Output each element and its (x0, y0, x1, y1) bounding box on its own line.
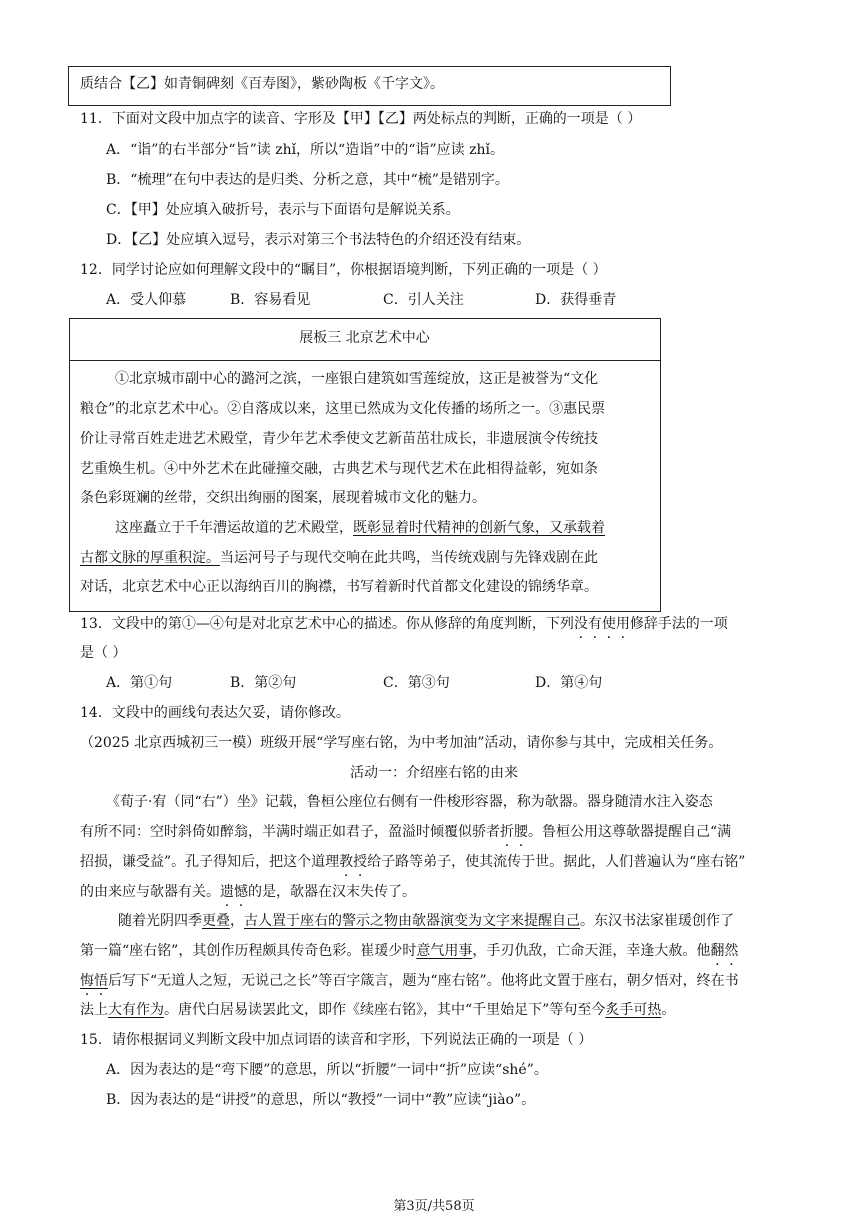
panel3-p2-line2-b: 当运河号子与现代交响在此共鸣，当传统戏剧与先锋戏剧在此 (220, 550, 598, 566)
panel3-p2-line1 (115, 518, 605, 538)
q13-option-a: A．第①句 (106, 675, 173, 691)
underlined-sentence-part1: 既彰显着时代精神的创新气象，又承载着 (353, 520, 605, 536)
panel3-p2-line3: 对话，北京艺术中心正以海纳百川的胸襟，书写着新时代首都文化建设的锦绣华章。 (80, 579, 598, 595)
panel3-p1-line1: ①北京城市副中心的潞河之滨，一座银白建筑如雪莲绽放，这正是被誉为“文化 (115, 371, 599, 387)
underlined-word-zhishoukere: 炙手可热 (605, 1002, 662, 1018)
q14-stem: 14．文段中的画线句表达欠妥，请你修改。 (80, 705, 350, 721)
b-line2-a: 第一篇“座右铭”，其创作历程颇具传奇色彩。崔瑗少时 (80, 943, 417, 959)
dotted-word-yihan (220, 884, 248, 900)
activity1-b-line2 (80, 941, 738, 961)
q11-option-c: C．【甲】处应填入破折号，表示与下面语句是解说关系。 (106, 202, 460, 218)
emphasis-dotted-char: 没 (573, 616, 588, 632)
panel3-title-divider (69, 360, 660, 361)
q13-stem-line2: 是（ ） (80, 645, 127, 661)
panel3-p1-line2: 粮仓”的北京艺术中心。②自落成以来，这里已然成为文化传播的场所之一。③惠民票 (80, 401, 606, 417)
panel3-p1-line3: 价让寻常百姓走进艺术殿堂，青少年艺术季使文艺新苗茁壮成长，非遗展演令传统技 (80, 431, 598, 447)
page-footer: 第3页/共58页 (393, 1199, 475, 1214)
b-line1-a: 随着光阴四季 (118, 913, 202, 929)
activity1-a-line2 (80, 822, 731, 842)
q12-option-d: D．获得垂青 (535, 292, 617, 308)
q15-option-a: A．因为表达的是“弯下腰”的意思，所以“折腰”一词中“折”应读“shé”。 (106, 1062, 548, 1078)
q12-option-b: B．容易看见 (230, 292, 311, 308)
q13-stem-a: 13．文段中的第①—④句是对北京艺术中心的描述。你从修辞的角度判断，下列 (80, 616, 574, 632)
a-line3-a: 招损，谦受益”。孔子得知后，把这个道理 (80, 854, 340, 870)
panel3-p2-line1-a: 这座矗立于千年漕运故道的艺术殿堂， (115, 520, 353, 536)
dotted-word-zheyao (500, 824, 528, 840)
q11-stem: 11．下面对文段中加点字的读音、字形及【甲】【乙】两处标点的判断，正确的一项是（ ） (80, 111, 642, 127)
panel3-p1-line5: 条色彩斑斓的丝带，交织出绚丽的图案，展现着城市文化的魅力。 (80, 490, 486, 506)
b-line1-b: ， (230, 913, 244, 929)
q12-option-c: C．引人关注 (383, 292, 464, 308)
underlined-word-gengdie: 更叠 (202, 913, 230, 929)
q11-option-b: B．“梳理”在句中表达的是归类、分析之意，其中“梳”是错别字。 (106, 172, 509, 188)
dotted-word-fanran (710, 943, 738, 959)
q11-option-a: A．“诣”的右半部分“旨”读 zhǐ，所以“造诣”中的“诣”应读 zhǐ。 (106, 142, 505, 158)
activity1-b-line4 (80, 1000, 675, 1020)
q13-emphasis-dotted (574, 616, 630, 632)
q12-option-a: A．受人仰慕 (106, 292, 187, 308)
a-line2-b: 。鲁桓公用这尊欹器提醒自己“满 (528, 824, 732, 840)
underlined-sentence-activity: 古人置于座右的警示之物由欹器演变为文字来提醒自己 (244, 913, 580, 929)
q12-stem: 12．同学讨论应如何理解文段中的“瞩目”，你根据语境判断，下列正确的一项是（ ） (80, 262, 607, 278)
emphasis-dotted-char: 教 (339, 854, 354, 870)
top-excerpt-text: 质结合【乙】如青铜碑刻《百寿图》，紫砂陶板《千字文》。 (80, 76, 444, 92)
activity1-a-line3 (80, 852, 745, 872)
panel3-p2-line2 (80, 548, 598, 568)
a-line2-a: 有所不同：空时斜倚如醉翁，半满时端正如君子，盈溢时倾覆似骄者 (80, 824, 500, 840)
emphasis-dotted-char: 遗 (220, 884, 234, 900)
emphasis-dotted-char: 腰 (514, 824, 528, 840)
q13-option-b: B．第②句 (230, 675, 297, 691)
emphasis-dotted-char: 憾 (234, 884, 248, 900)
activity1-b-line3 (80, 971, 739, 991)
b-line4-a: 法上 (80, 1002, 108, 1018)
b-line3-a: 后写下“无道人之短，无说己之长”等百字箴言，题为“座右铭”。他将此文置于座右，朝夕悟对，终在书 (108, 973, 739, 989)
dotted-word-jiaoshou (339, 854, 367, 870)
emphasis-dotted-char: 悟 (94, 973, 108, 989)
emphasis-dotted-char: 折 (500, 824, 514, 840)
emphasis-dotted-char: 然 (724, 943, 739, 959)
b-line4-b: 。唐代白居易读罢此文，即作《续座右铭》，其中“千里始足下”等句至今 (164, 1002, 606, 1018)
activity1-a-line1: 《荀子·宥（同“右”）坐》记载，鲁桓公座位右侧有一件梭形容器，称为欹器。器身随清水注入姿态 (106, 794, 713, 810)
q13-option-c: C．第③句 (383, 675, 450, 691)
a-line3-b: 给子路等弟子，使其流传于世。据此，人们普遍认为“座右铭” (367, 854, 746, 870)
underlined-word-yiqiyongshi: 意气用事 (416, 943, 473, 959)
dotted-word-huiwu (80, 973, 108, 989)
q15-option-b: B．因为表达的是“讲授”的意思，所以“教授”一词中“教”应读“jiào”。 (106, 1092, 536, 1108)
b-line4-c: 。 (661, 1002, 676, 1018)
panel3-title: 展板三 北京艺术中心 (299, 330, 430, 346)
emphasis-dotted-char: 用 (615, 616, 630, 632)
q15-stem: 15．请你根据词义判断文段中加点词语的读音和字形，下列说法正确的一项是（ ） (80, 1032, 593, 1048)
section-intro: （2025 北京西城初三一模）班级开展“学写座右铭，为中考加油”活动，请你参与其中，完成相关任务。 (80, 735, 723, 751)
panel3-p1-line4: 艺重焕生机。④中外艺术在此碰撞交融，古典艺术与现代艺术在此相得益彰，宛如条 (80, 461, 598, 477)
activity1-b-line1 (118, 911, 734, 931)
emphasis-dotted-char: 使 (601, 616, 616, 632)
b-line2-b: ，手刃仇敌，亡命天涯，幸逢大赦。他 (472, 943, 711, 959)
emphasis-dotted-char: 悔 (80, 973, 94, 989)
underlined-word-dayouzuowei: 大有作为 (108, 1002, 164, 1018)
underlined-sentence-part2: 古都文脉的厚重积淀。 (80, 550, 220, 566)
emphasis-dotted-char: 翻 (710, 943, 725, 959)
a-line4-a: 的由来应与欹器有关。 (80, 884, 220, 900)
b-line1-d: 。东汉书法家崔瑗创作了 (580, 913, 734, 929)
emphasis-dotted-char: 授 (353, 854, 368, 870)
q13-stem-line1 (80, 614, 728, 634)
q13-stem-b: 修辞手法的一项 (629, 616, 728, 632)
activity1-a-line4 (80, 882, 416, 902)
a-line4-b: 的是，欹器在汉末失传了。 (248, 884, 416, 900)
activity1-title: 活动一：介绍座右铭的由来 (350, 765, 518, 781)
q13-option-d: D．第④句 (535, 675, 603, 691)
q11-option-d: D．【乙】处应填入逗号，表示对第三个书法特色的介绍还没有结束。 (106, 232, 531, 248)
emphasis-dotted-char: 有 (587, 616, 602, 632)
